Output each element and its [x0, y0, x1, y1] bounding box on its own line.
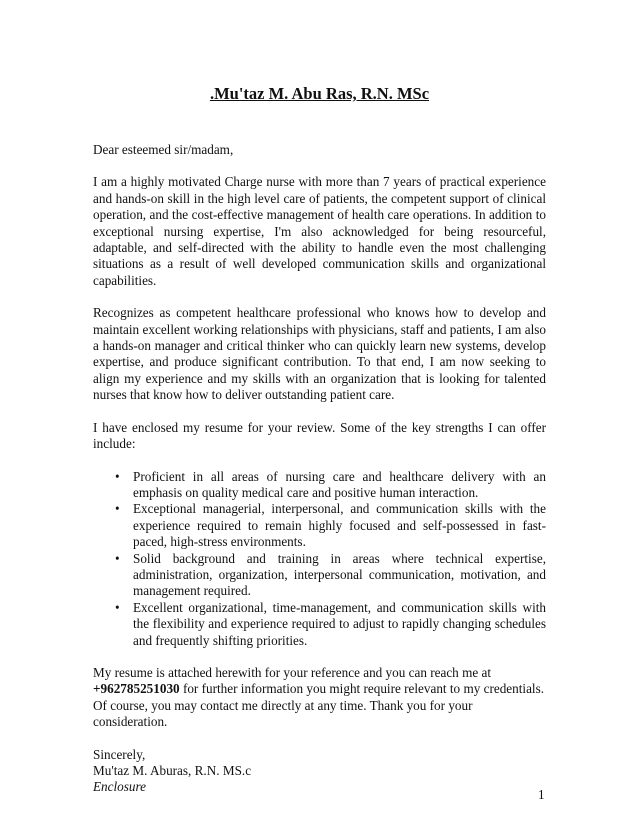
- list-item: [93, 469, 546, 502]
- signoff: Sincerely,: [93, 746, 146, 762]
- bullet-icon: •: [115, 550, 120, 566]
- list-item: [93, 551, 546, 600]
- signature-block: [93, 747, 546, 796]
- bullet-icon: •: [115, 501, 120, 517]
- paragraph-intro: I am a highly motivated Charge nurse with more than 7 years of practical experience and hands-on skill in the high level care of patients, the competent support of clinical operation, and the cost-effective management of health care operations. In addition to exceptional nursing expertise, I'm also acknowledged for being resourceful, adaptable, and self-directed with the ability to handle even the most challenging situations as a result of well developed communication skills and organizational capabilities.: [93, 174, 546, 288]
- closing-line-3: Of course, you may contact me directly at any time. Thank you for your consideration.: [93, 697, 473, 730]
- closing-paragraph: [93, 665, 546, 731]
- salutation: Dear esteemed sir/madam,: [93, 142, 234, 157]
- signature-name: Mu'taz M. Aburas, R.N. MS.c: [93, 763, 252, 778]
- list-item-text: Excellent organizational, time-management, and communication skills with the flexibility and experience required to adjust to rapidly changing schedules and frequently shifting priorities.: [133, 599, 546, 648]
- enclosure-note: Enclosure: [93, 779, 146, 795]
- paragraph-enclosed: I have enclosed my resume for your review. Some of the key strengths I can offer include:: [93, 419, 546, 452]
- list-item: [93, 600, 546, 649]
- closing-line-2: for further information you might require relevant to my credentials.: [179, 681, 545, 697]
- closing-line-1: My resume is attached herewith for your reference and you can reach me at: [93, 664, 492, 680]
- letter-title: [93, 84, 546, 104]
- list-item-text: Exceptional managerial, interpersonal, and communication skills with the experience required to remain highly focused and self-possessed in fast-paced, high-stress environments.: [133, 501, 546, 550]
- list-item-text: Solid background and training in areas where technical expertise, administration, organization, interpersonal communication, motivation, and management required.: [133, 550, 546, 599]
- paragraph-skills: Recognizes as competent healthcare professional who knows how to develop and maintain excellent working relationships with physicians, staff and patients, I am also a hands-on manager and critical thinker who can quickly learn new systems, develop expertise, and produce significant contribution. To that end, I am now seeking to align my experience and my skills with an organization that is looking for talented nurses that know how to deliver outstanding patient care.: [93, 305, 546, 403]
- list-item-text: Proficient in all areas of nursing care and healthcare delivery with an emphasis on quality medical care and positive human interaction.: [133, 468, 546, 500]
- strengths-list: [93, 469, 546, 649]
- list-item: [93, 501, 546, 550]
- bullet-icon: •: [115, 599, 120, 615]
- letter-page: [93, 0, 546, 816]
- bullet-icon: •: [115, 468, 120, 484]
- phone-number: +962785251030: [93, 681, 180, 697]
- page-number: 1: [538, 787, 545, 802]
- author-name-heading: .Mu'taz M. Abu Ras, R.N. MSc: [209, 84, 430, 103]
